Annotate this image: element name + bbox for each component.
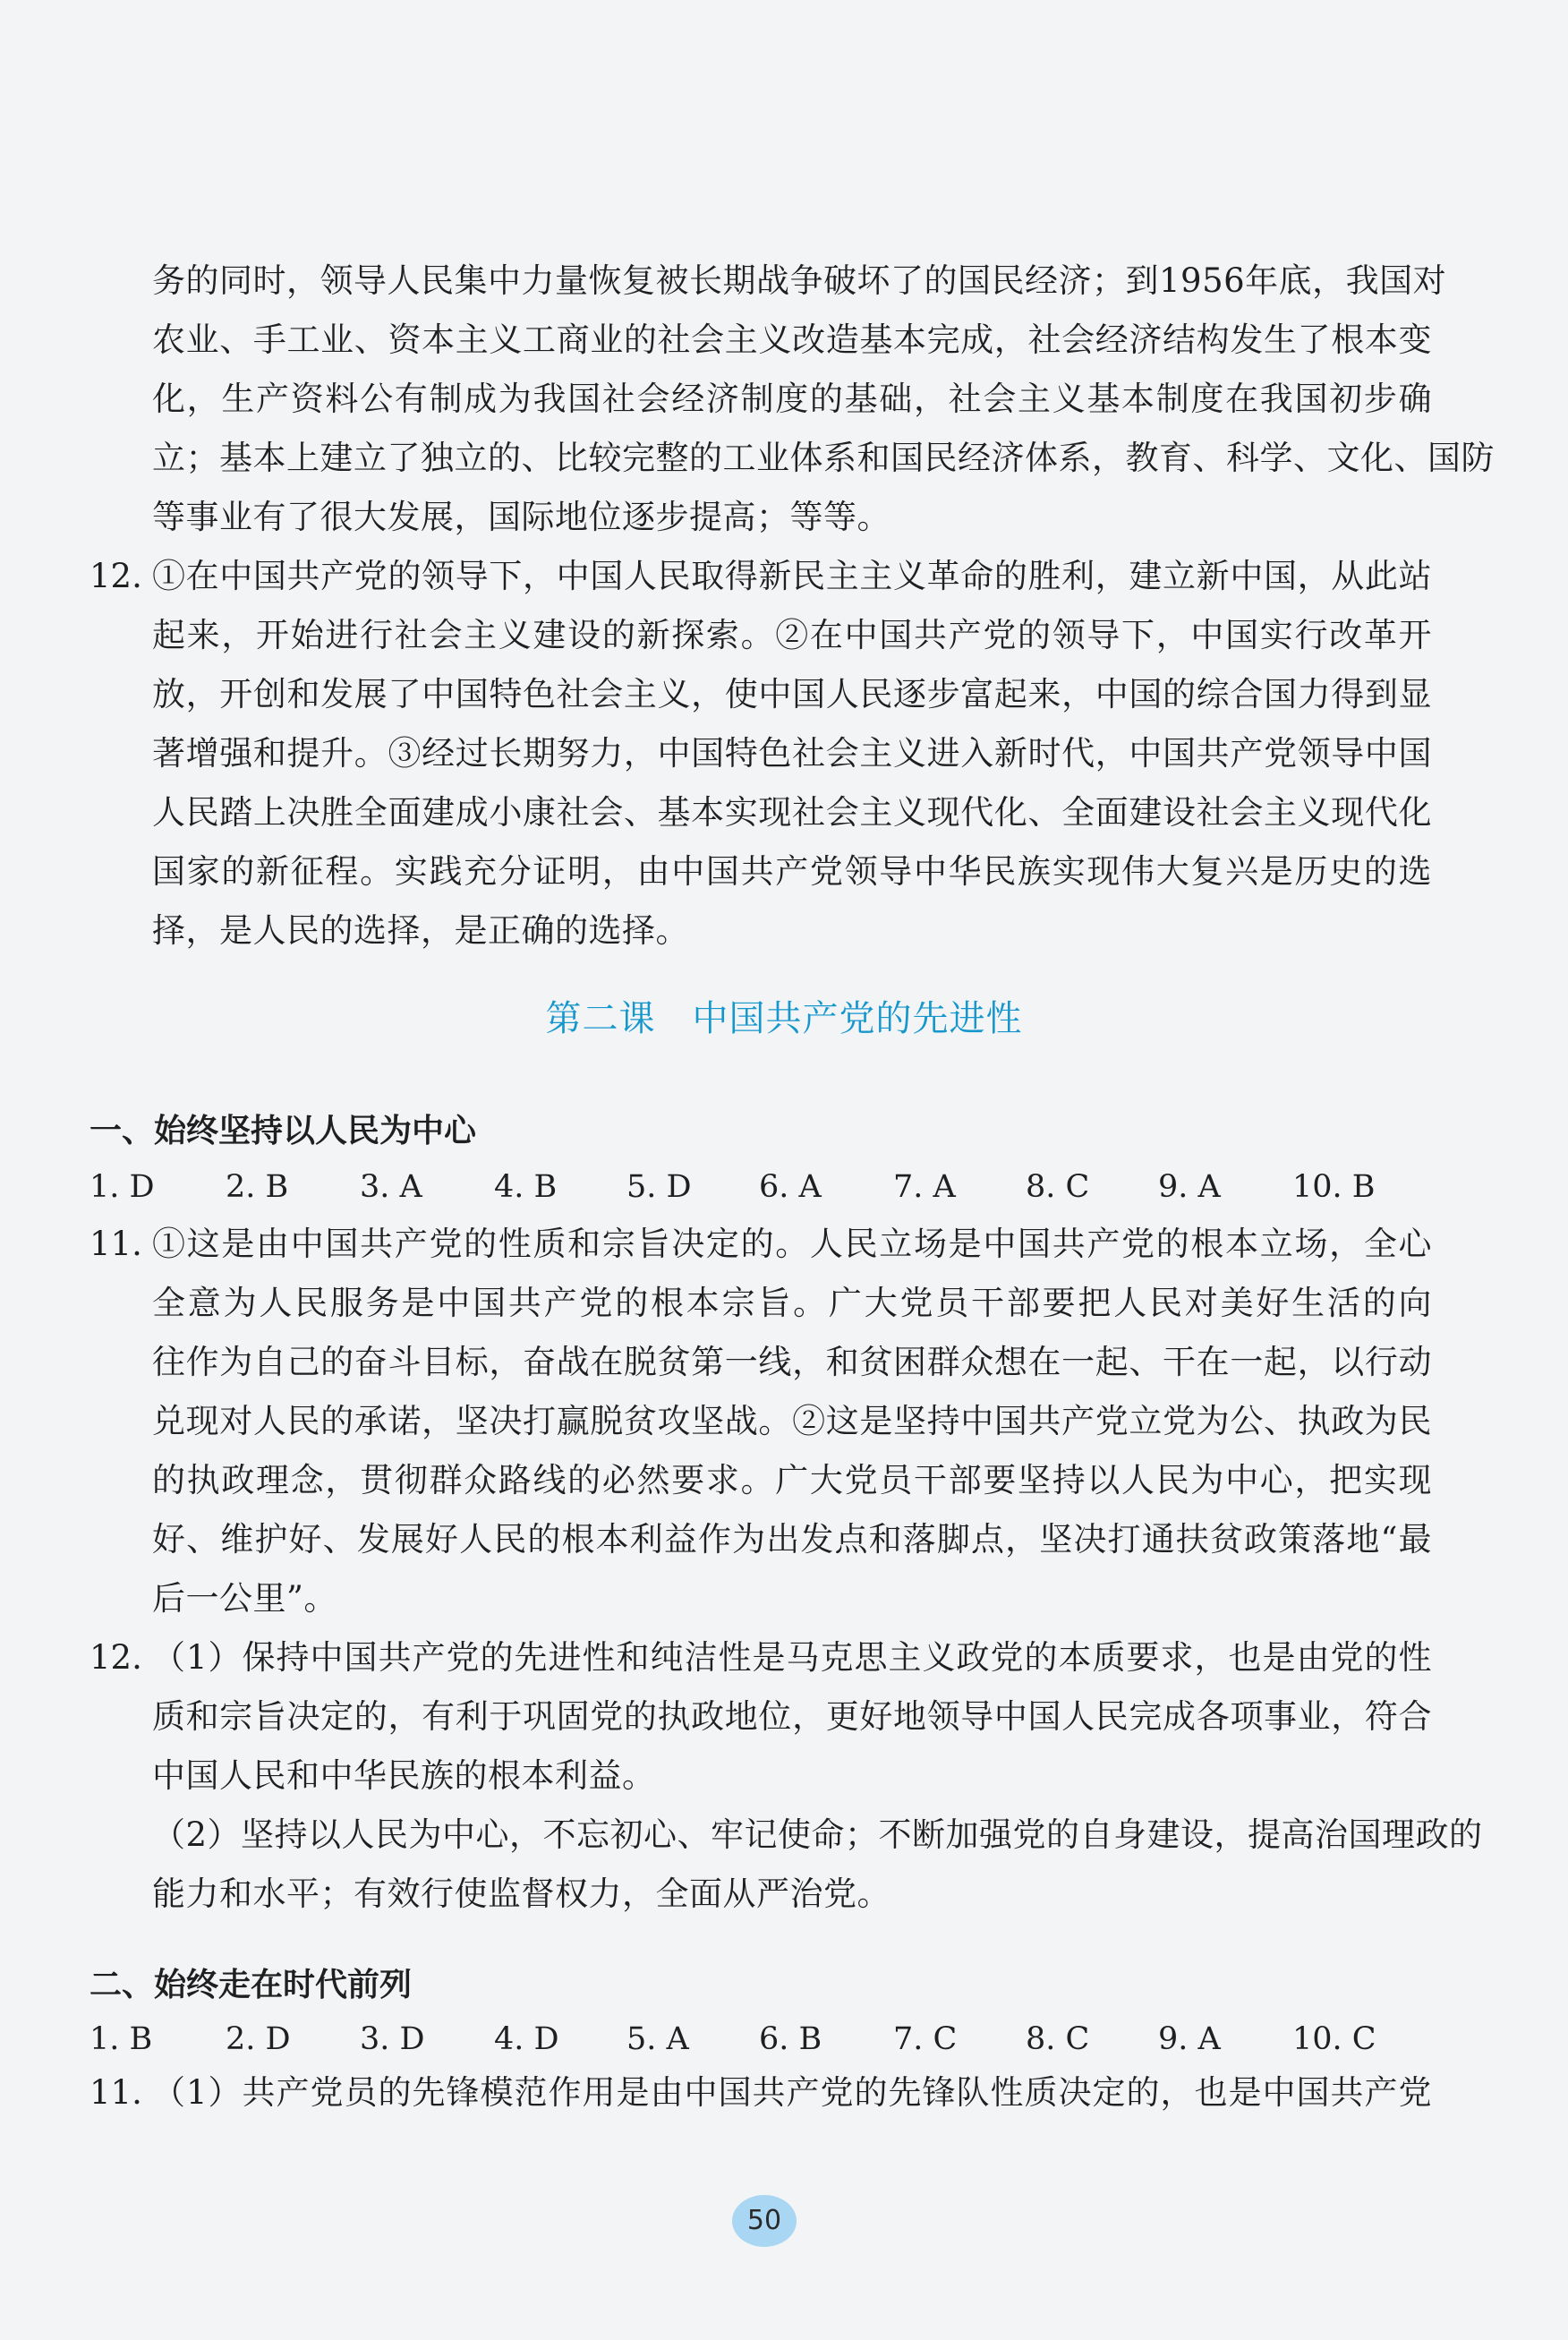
answer-line: （2）坚持以人民为中心，不忘初心、牢记使命；不断加强党的自身建设，提高治国理政的 bbox=[152, 1815, 1483, 1854]
mcq-answer: 1. D bbox=[89, 1169, 155, 1205]
answer-line: ①在中国共产党的领导下，中国人民取得新民主主义革命的胜利，建立新中国，从此站 bbox=[152, 557, 1432, 595]
mcq-answer: 5. A bbox=[626, 2021, 689, 2057]
answer-line: 兑现对人民的承诺，坚决打赢脱贫攻坚战。②这是坚持中国共产党立党为公、执政为民 bbox=[152, 1402, 1432, 1440]
paragraph-line: 化，生产资料公有制成为我国社会经济制度的基础，社会主义基本制度在我国初步确 bbox=[152, 380, 1432, 418]
answer-line: （1）保持中国共产党的先进性和纯洁性是马克思主义政党的本质要求，也是由党的性 bbox=[152, 1638, 1432, 1677]
mcq-answer: 8. C bbox=[1026, 1169, 1090, 1205]
mcq-answer: 10. B bbox=[1292, 1169, 1376, 1205]
mcq-answer: 2. B bbox=[226, 1169, 289, 1205]
mcq-answer: 4. D bbox=[494, 2021, 559, 2057]
answer-line: （1）共产党员的先锋模范作用是由中国共产党的先锋队性质决定的，也是中国共产党 bbox=[152, 2073, 1432, 2112]
mcq-answer: 7. C bbox=[893, 2021, 958, 2057]
mcq-answer: 9. A bbox=[1158, 2021, 1221, 2057]
answer-line: 质和宗旨决定的，有利于巩固党的执政地位，更好地领导中国人民完成各项事业，符合 bbox=[152, 1697, 1432, 1736]
answer-line: 著增强和提升。③经过长期努力，中国特色社会主义进入新时代，中国共产党领导中国 bbox=[152, 734, 1432, 773]
answer-line: 起来，开始进行社会主义建设的新探索。②在中国共产党的领导下，中国实行改革开 bbox=[152, 616, 1432, 654]
question-number: 11. bbox=[89, 2073, 142, 2112]
mcq-answer: 9. A bbox=[1158, 1169, 1221, 1205]
mcq-answer: 3. A bbox=[360, 1169, 422, 1205]
mcq-answer: 8. C bbox=[1026, 2021, 1090, 2057]
answer-line: 人民踏上决胜全面建成小康社会、基本实现社会主义现代化、全面建设社会主义现代化 bbox=[152, 793, 1432, 832]
mcq-answer: 5. D bbox=[626, 1169, 692, 1205]
answer-line: 往作为自己的奋斗目标，奋战在脱贫第一线，和贫困群众想在一起、干在一起，以行动 bbox=[152, 1343, 1432, 1381]
answer-line: 全意为人民服务是中国共产党的根本宗旨。广大党员干部要把人民对美好生活的向 bbox=[152, 1284, 1432, 1322]
question-number: 12. bbox=[89, 557, 142, 595]
mcq-answer-row bbox=[89, 2014, 1396, 2064]
mcq-answer: 6. A bbox=[759, 1169, 822, 1205]
answer-line: 择，是人民的选择，是正确的选择。 bbox=[152, 911, 689, 950]
mcq-answer: 7. A bbox=[893, 1169, 956, 1205]
paragraph-line: 等事业有了很大发展，国际地位逐步提高；等等。 bbox=[152, 498, 891, 536]
section-heading: 一、始终坚持以人民为中心 bbox=[89, 1113, 477, 1149]
paragraph-line: 立；基本上建立了独立的、比较完整的工业体系和国民经济体系，教育、科学、文化、国防 bbox=[152, 439, 1495, 477]
answer-line: 后一公里”。 bbox=[152, 1579, 337, 1618]
answer-line: 能力和水平；有效行使监督权力，全面从严治党。 bbox=[152, 1875, 891, 1913]
mcq-answer: 1. B bbox=[89, 2021, 153, 2057]
section-heading: 二、始终走在时代前列 bbox=[89, 1967, 413, 2003]
answer-line: 的执政理念，贯彻群众路线的必然要求。广大党员干部要坚持以人民为中心，把实现 bbox=[152, 1461, 1432, 1499]
answer-line: ①这是由中国共产党的性质和宗旨决定的。人民立场是中国共产党的根本立场，全心 bbox=[152, 1225, 1432, 1263]
mcq-answer-row bbox=[89, 1162, 1396, 1212]
mcq-answer: 3. D bbox=[360, 2021, 425, 2057]
lesson-title: 第二课 中国共产党的先进性 bbox=[545, 998, 1023, 1039]
mcq-answer: 10. C bbox=[1292, 2021, 1376, 2057]
mcq-answer: 6. B bbox=[759, 2021, 822, 2057]
answer-line: 好、维护好、发展好人民的根本利益作为出发点和落脚点，坚决打通扶贫政策落地“最 bbox=[152, 1520, 1432, 1559]
answer-line: 中国人民和中华民族的根本利益。 bbox=[152, 1756, 656, 1795]
answer-line: 国家的新征程。实践充分证明，由中国共产党领导中华民族实现伟大复兴是历史的选 bbox=[152, 852, 1432, 891]
answer-line: 放，开创和发展了中国特色社会主义，使中国人民逐步富起来，中国的综合国力得到显 bbox=[152, 675, 1432, 713]
question-number: 11. bbox=[89, 1225, 142, 1263]
mcq-answer: 2. D bbox=[226, 2021, 291, 2057]
page-number: 50 bbox=[732, 2195, 797, 2247]
paragraph-line: 农业、手工业、资本主义工商业的社会主义改造基本完成，社会经济结构发生了根本变 bbox=[152, 320, 1432, 359]
mcq-answer: 4. B bbox=[494, 1169, 558, 1205]
question-number: 12. bbox=[89, 1638, 142, 1677]
paragraph-line: 务的同时，领导人民集中力量恢复被长期战争破坏了的国民经济；到1956年底，我国对 bbox=[152, 261, 1447, 300]
